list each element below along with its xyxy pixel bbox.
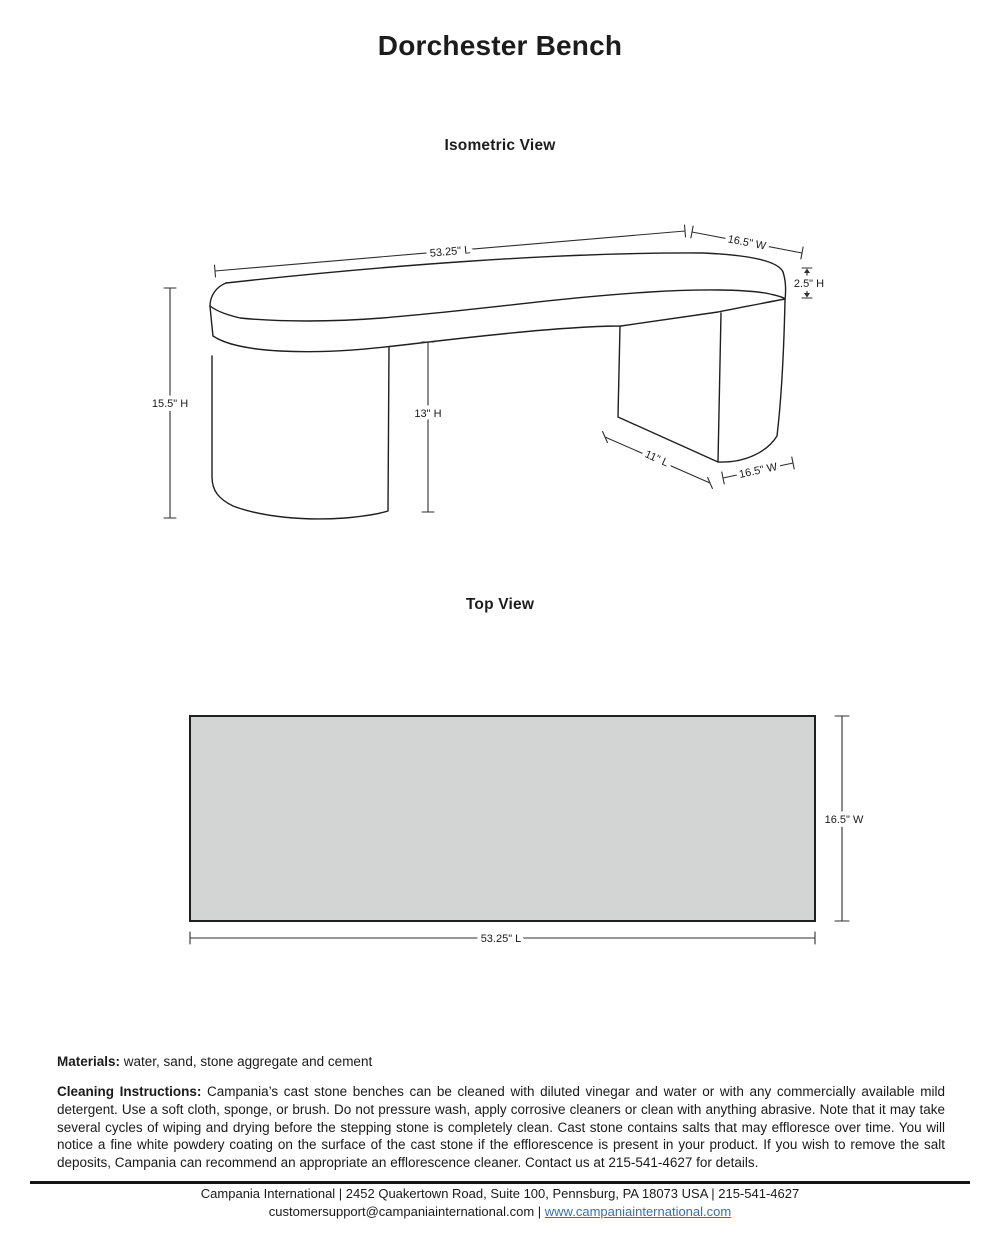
dim-seat-thickness-label: 2.5" H (793, 278, 825, 290)
isometric-view-heading: Isometric View (444, 137, 556, 154)
footer-separator: | (534, 1204, 545, 1219)
top-view-dim-length-label: 53.25" L (480, 933, 522, 945)
dim-leg-width-label: 16.5" W (738, 461, 779, 481)
materials-label: Materials: (57, 1054, 121, 1069)
top-view-dim-length (190, 932, 815, 945)
cleaning-instructions-block (57, 1083, 945, 1172)
materials-text: water, sand, stone aggregate and cement (120, 1054, 373, 1069)
footer-website-link[interactable]: www.campaniainternational.com (544, 1204, 732, 1219)
dim-width-label: 16.5" W (726, 233, 767, 253)
left-leg-outline (212, 347, 389, 519)
seat-back-edge (226, 253, 783, 283)
dim-leg-length (603, 432, 713, 489)
cleaning-instructions-label: Cleaning Instructions: (57, 1084, 202, 1099)
dim-leg-height-label: 13" H (414, 408, 442, 420)
top-view-drawing (190, 716, 864, 945)
dim-leg-length-label: 11" L (642, 448, 671, 470)
footer-address-line: Campania International | 2452 Quakertown Road, Suite 100, Pennsburg, PA 18073 USA | 215-541-4627 (200, 1186, 800, 1201)
page-title: Dorchester Bench (377, 30, 623, 61)
seat-right-silhouette (783, 272, 786, 300)
cleaning-instructions-text: Campania’s cast stone benches can be cleaned with diluted vinegar and water or with any commercially available mild detergent. Use a soft cloth, sponge, or brush. Do not pressure wash, apply corrosive cleaners or clean with anything abrasive. Note that it may take several cycles of wiping and drying before the stepping stone is completely clean. Cast stone contains salts that may effloresce over time. You will notice a fine white powdery coating on the surface of the cast stone if the efflorescence is present in your product. If you wish to remove the salt deposits, Campania can recommend an appropriate an efflorescence cleaner. Contact us at 215-541-4627 for details. (57, 1084, 945, 1171)
footer-email: customersupport@campaniainternational.com (268, 1204, 535, 1219)
isometric-bench-outline (210, 253, 786, 519)
materials-block (57, 1053, 947, 1071)
top-view-heading: Top View (465, 596, 535, 613)
right-leg-outline (618, 300, 785, 462)
dim-overall-height-label: 15.5" H (151, 398, 189, 410)
dim-length (215, 225, 686, 277)
dim-length-label: 53.25" L (429, 244, 471, 260)
seat-front-edge (210, 290, 785, 321)
dim-width (691, 226, 803, 259)
seat-left-silhouette (210, 306, 213, 336)
seat-left-cap (210, 283, 226, 306)
footer-divider (30, 1181, 970, 1184)
top-view-dim-width (825, 716, 864, 921)
top-view-plan-rect (190, 716, 815, 921)
top-view-dim-width-label: 16.5" W (824, 814, 864, 826)
dim-seat-thickness (794, 268, 824, 298)
footer-contact-line (0, 1204, 1000, 1219)
dim-leg-height (414, 342, 441, 512)
dim-overall-height (152, 288, 188, 518)
